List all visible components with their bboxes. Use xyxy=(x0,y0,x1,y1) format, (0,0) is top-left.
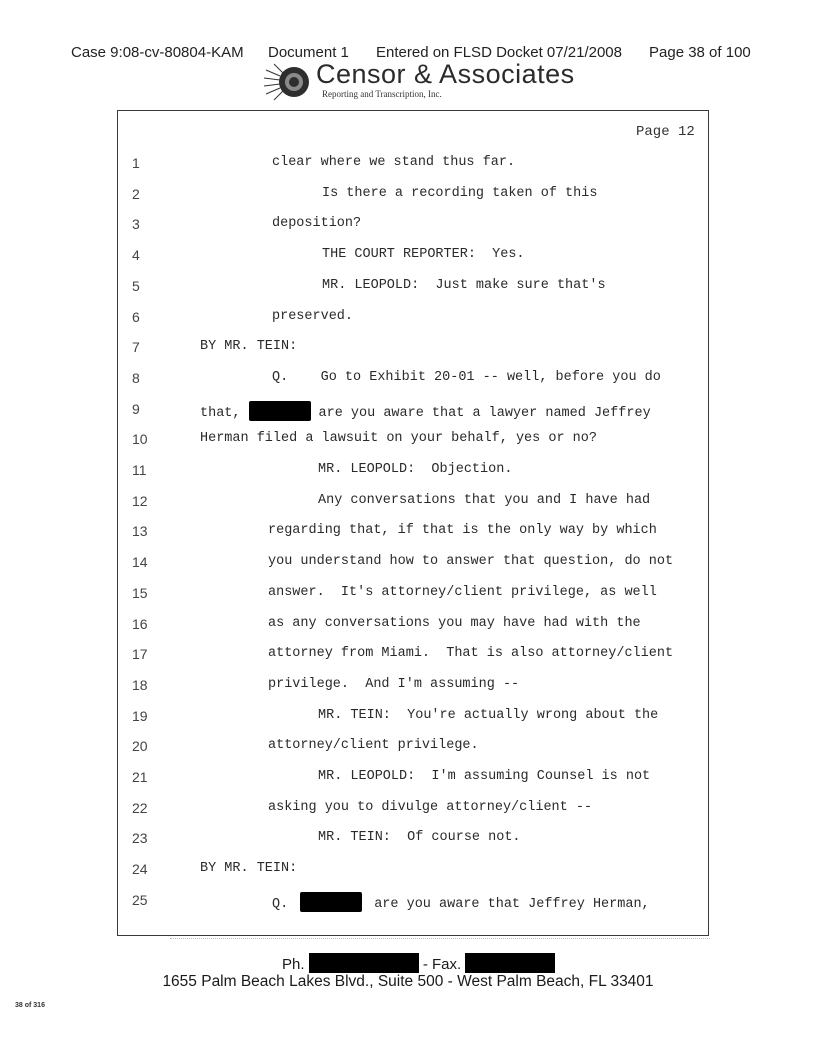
line-text-start: you understand how to answer that question, do not xyxy=(268,554,674,570)
transcript-line xyxy=(0,370,816,394)
line-text xyxy=(200,339,297,354)
line-text-start: Q. Go to Exhibit 20-01 -- well, before you do xyxy=(272,369,661,385)
transcript-line xyxy=(0,830,816,854)
line-number: 22 xyxy=(132,799,148,816)
transcript-line xyxy=(0,309,816,333)
line-text-start: attorney/client privilege. xyxy=(268,738,479,754)
line-number: 20 xyxy=(132,738,148,755)
transcript-line xyxy=(0,523,816,547)
line-number: 5 xyxy=(132,277,140,294)
transcript-line xyxy=(0,401,816,425)
line-number: 19 xyxy=(132,707,148,724)
company-subtitle: Reporting and Transcription, Inc. xyxy=(322,89,442,99)
line-text-start: answer. It's attorney/client privilege, as well xyxy=(268,584,657,600)
transcript-line xyxy=(0,738,816,762)
line-text xyxy=(322,247,525,262)
line-text xyxy=(268,585,657,600)
line-number: 6 xyxy=(132,308,140,325)
line-text xyxy=(268,800,592,815)
line-text xyxy=(268,616,641,631)
line-text xyxy=(318,493,650,508)
line-text xyxy=(200,431,597,446)
divider xyxy=(170,938,710,939)
line-number: 16 xyxy=(132,615,148,632)
transcript-page-label: Page 12 xyxy=(636,124,695,140)
line-text-start: Q. xyxy=(272,896,289,912)
line-text xyxy=(200,401,651,421)
footer-address: 1655 Palm Beach Lakes Blvd., Suite 500 - West Palm Beach, FL 33401 xyxy=(162,973,654,990)
phone-label: Ph. xyxy=(282,956,305,973)
transcript-line xyxy=(0,708,816,732)
line-number: 25 xyxy=(132,891,148,908)
transcript-line xyxy=(0,431,816,455)
transcript-line xyxy=(0,493,816,517)
line-text xyxy=(272,216,361,231)
transcript-line xyxy=(0,339,816,363)
transcript-line xyxy=(0,462,816,486)
transcript-line xyxy=(0,861,816,885)
line-text-start: Is there a recording taken of this xyxy=(322,185,598,201)
line-text-start: as any conversations you may have had with the xyxy=(268,615,641,631)
line-text-start: asking you to divulge attorney/client -- xyxy=(268,799,593,815)
line-text-start: THE COURT REPORTER: Yes. xyxy=(322,247,525,263)
line-text-start: clear where we stand thus far. xyxy=(272,155,516,170)
redacted-fax xyxy=(465,953,555,973)
fax-label: - Fax. xyxy=(422,956,462,973)
line-text xyxy=(322,278,606,293)
docket-entry: Entered on FLSD Docket 07/21/2008 xyxy=(376,44,622,61)
transcript-line xyxy=(0,646,816,670)
line-text xyxy=(318,830,521,845)
total-page-count: 38 of 316 xyxy=(15,1002,45,1009)
line-number: 2 xyxy=(132,185,140,202)
line-number: 7 xyxy=(132,339,140,356)
line-text xyxy=(268,738,479,753)
line-number: 21 xyxy=(132,769,148,785)
line-number: 18 xyxy=(132,676,148,693)
line-text-start: regarding that, if that is the only way by which xyxy=(268,523,657,539)
line-text xyxy=(322,186,597,201)
line-text-start: MR. LEOPOLD: Just make sure that's xyxy=(322,277,606,293)
line-number: 15 xyxy=(132,584,148,601)
transcript-line xyxy=(0,800,816,824)
transcript-line xyxy=(0,677,816,701)
line-text xyxy=(318,708,658,723)
line-number: 14 xyxy=(132,554,148,571)
line-number: 13 xyxy=(132,523,148,540)
line-number: 8 xyxy=(132,369,140,386)
line-number: 1 xyxy=(132,155,140,171)
line-text xyxy=(268,523,657,538)
line-number: 10 xyxy=(132,431,148,448)
line-text xyxy=(272,370,661,385)
line-number: 9 xyxy=(132,400,140,417)
line-text xyxy=(318,769,650,784)
redacted-phone xyxy=(309,953,419,973)
company-logo xyxy=(262,59,575,106)
line-text-end: are you aware that Jeffrey Herman, xyxy=(374,896,650,912)
line-number: 17 xyxy=(132,646,148,663)
transcript-line xyxy=(0,186,816,210)
line-number: 3 xyxy=(132,216,140,233)
transcript-line xyxy=(0,554,816,578)
globe-logo-icon xyxy=(262,62,318,102)
line-text-end: are you aware that a lawyer named Jeffrey xyxy=(318,405,651,421)
line-text xyxy=(200,861,297,876)
line-text-start: preserved. xyxy=(272,308,354,324)
line-text-start: Any conversations that you and I have had xyxy=(318,492,651,508)
line-text xyxy=(268,677,519,692)
document-label: Document 1 xyxy=(268,44,349,61)
line-text-start: MR. LEOPOLD: I'm assuming Counsel is not xyxy=(318,769,651,784)
company-name: Censor & Associates xyxy=(316,59,575,89)
line-text-start: Herman filed a lawsuit on your behalf, yes or no? xyxy=(200,431,597,447)
redacted-name xyxy=(249,401,311,421)
line-text-start: BY MR. TEIN: xyxy=(200,339,298,355)
transcript-line xyxy=(0,892,816,916)
line-text-start: privilege. And I'm assuming -- xyxy=(268,676,520,692)
line-text-start: attorney from Miami. That is also attorney/client xyxy=(268,646,674,662)
transcript-line xyxy=(0,585,816,609)
line-number: 24 xyxy=(132,861,148,878)
line-text-start: MR. TEIN: Of course not. xyxy=(318,830,521,846)
transcript-line xyxy=(0,616,816,640)
redacted-name xyxy=(300,892,362,912)
line-number: 12 xyxy=(132,492,148,509)
transcript-line xyxy=(0,155,816,179)
line-text-start: that, xyxy=(200,405,241,421)
transcript-line xyxy=(0,247,816,271)
line-number: 23 xyxy=(132,830,148,847)
page-number: Page 38 of 100 xyxy=(649,44,751,61)
line-number: 11 xyxy=(132,462,147,478)
transcript-line xyxy=(0,769,816,793)
line-text-start: MR. TEIN: You're actually wrong about the xyxy=(318,707,659,723)
line-text xyxy=(268,554,673,569)
transcript-line xyxy=(0,216,816,240)
line-text xyxy=(268,646,673,661)
case-number: Case 9:08-cv-80804-KAM xyxy=(71,44,244,61)
line-text xyxy=(272,155,515,170)
line-text-start: MR. LEOPOLD: Objection. xyxy=(318,462,513,477)
line-text-start: BY MR. TEIN: xyxy=(200,861,298,877)
transcript-line xyxy=(0,278,816,302)
footer-contact xyxy=(282,953,555,973)
line-text xyxy=(318,462,512,477)
line-text xyxy=(272,309,353,324)
line-text xyxy=(272,892,650,912)
line-number: 4 xyxy=(132,247,140,264)
line-text-start: deposition? xyxy=(272,216,362,232)
